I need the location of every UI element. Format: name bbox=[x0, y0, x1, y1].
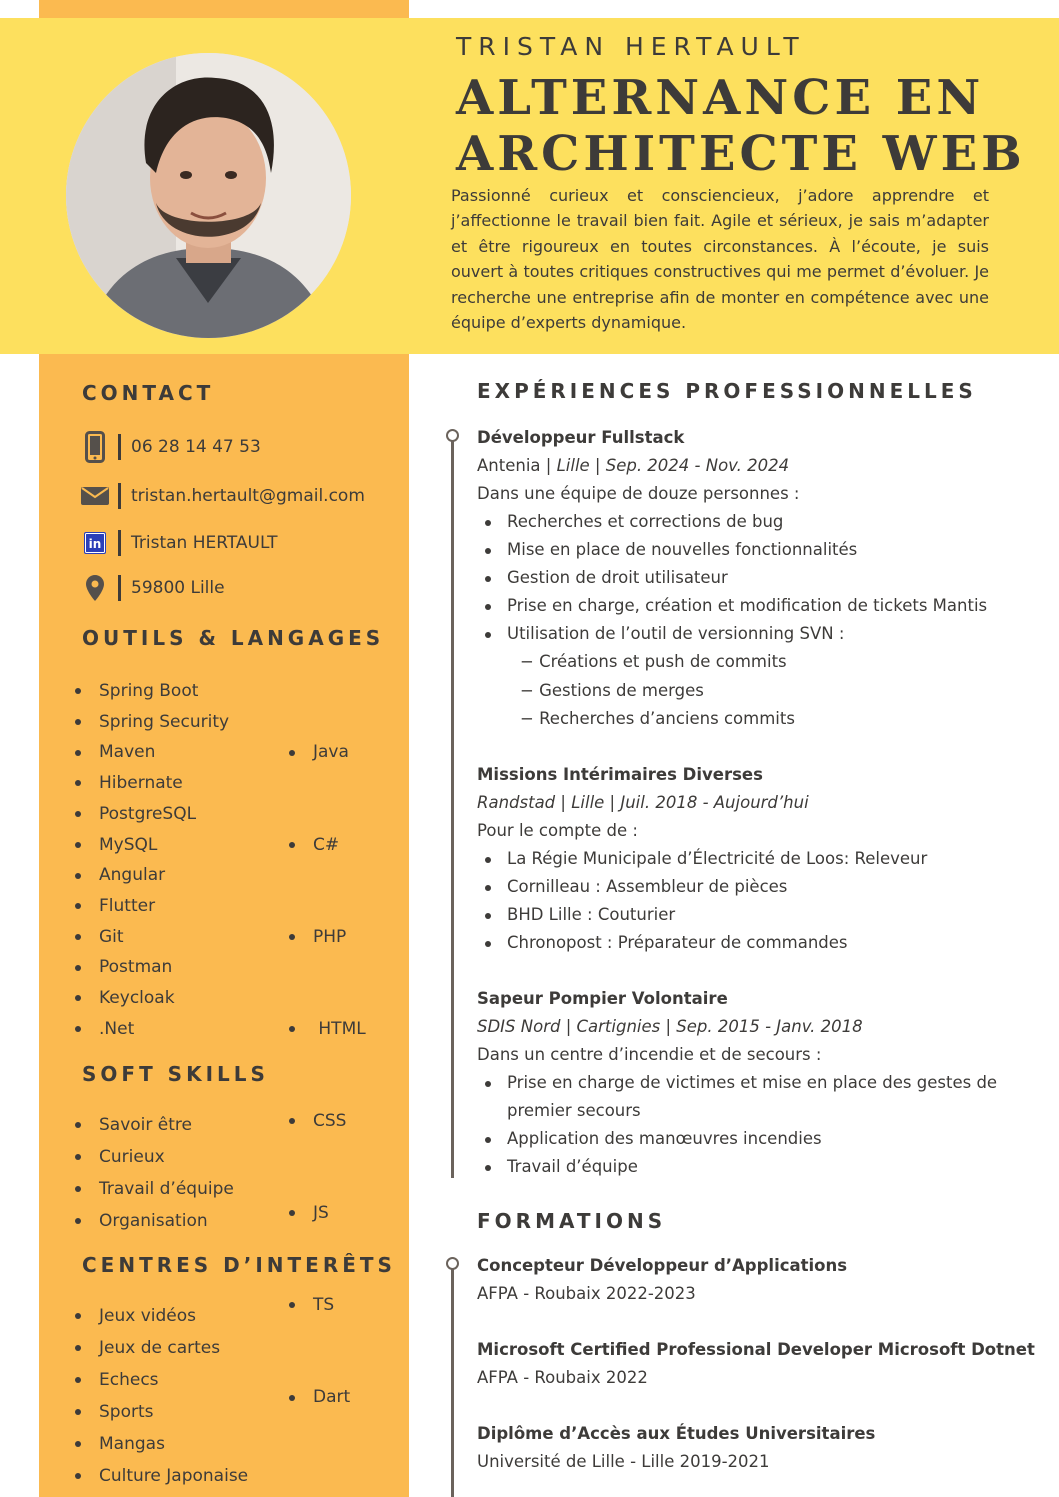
job-title-3: Sapeur Pompier Volontaire bbox=[477, 989, 728, 1008]
soft-skills-list bbox=[75, 1109, 234, 1237]
job-title-line-1: ALTERNANCE EN bbox=[456, 70, 985, 126]
experiences-heading: EXPÉRIENCES PROFESSIONNELLES bbox=[477, 379, 977, 403]
job-title bbox=[456, 70, 1036, 182]
list-item: Chronopost : Préparateur de commandes bbox=[485, 929, 1025, 957]
list-item: Jeux vidéos bbox=[75, 1300, 248, 1332]
job-title-2: Missions Intérimaires Diverses bbox=[477, 765, 763, 784]
interests-heading: CENTRES D’INTERÊTS bbox=[82, 1253, 396, 1277]
contact-location-row bbox=[80, 571, 225, 605]
separator bbox=[118, 575, 121, 601]
formation-timeline-line bbox=[451, 1264, 454, 1497]
email-address: tristan.hertault@gmail.com bbox=[131, 486, 365, 506]
location-text: 59800 Lille bbox=[131, 578, 225, 598]
job-company-1: Antenia | bbox=[477, 456, 557, 475]
job-intro-3: Dans un centre d’incendie et de secours : bbox=[477, 1045, 822, 1064]
list-item: Prise en charge de victimes et mise en place des gestes de premier secours bbox=[485, 1069, 1025, 1125]
job-subtasks-1 bbox=[520, 648, 795, 734]
list-item: Travail d’équipe bbox=[485, 1153, 1025, 1181]
list-item: Spring Security bbox=[75, 707, 229, 738]
formation-detail-1: AFPA - Roubaix 2022-2023 bbox=[477, 1284, 696, 1303]
list-item: Recherches et corrections de bug bbox=[485, 508, 1025, 536]
job-meta-1 bbox=[477, 456, 789, 475]
list-item: Sports bbox=[75, 1396, 248, 1428]
separator bbox=[118, 530, 121, 556]
job-tasks-1 bbox=[485, 508, 1025, 648]
tools-list-primary bbox=[75, 676, 229, 1044]
job-meta-3: SDIS Nord | Cartignies | Sep. 2015 - Janv. 2018 bbox=[477, 1017, 863, 1036]
formation-detail-3: Université de Lille - Lille 2019-2021 bbox=[477, 1452, 770, 1471]
list-item: Spring Boot bbox=[75, 676, 229, 707]
list-item: .Net bbox=[75, 1014, 229, 1045]
list-item: Curieux bbox=[75, 1141, 234, 1173]
list-item: La Régie Municipale d’Électricité de Loos: Releveur bbox=[485, 845, 1025, 873]
linkedin-icon bbox=[80, 532, 110, 554]
list-item: Angular bbox=[75, 860, 229, 891]
candidate-name: TRISTAN HERTAULT bbox=[456, 32, 806, 61]
mail-icon bbox=[80, 487, 110, 505]
list-item: Prise en charge, création et modification de tickets Mantis bbox=[485, 592, 1025, 620]
list-item: Utilisation de l’outil de versionning SVN : bbox=[485, 620, 1025, 648]
profile-summary: Passionné curieux et consciencieux, j’adore apprendre et j’affectionne le travail bien fait. Agile et sérieux, je sais m’adapter et être rigoureux en toutes circonstances. À l’écoute, je suis ouvert à toutes critiques constructives qui me permet d’évoluer. Je recherche une entreprise afin de monter en compétence avec une équipe d’experts dynamique. bbox=[451, 186, 989, 333]
phone-number: 06 28 14 47 53 bbox=[131, 437, 261, 457]
list-item: PHP bbox=[289, 922, 366, 953]
contact-heading: CONTACT bbox=[82, 381, 215, 405]
list-item: Organisation bbox=[75, 1205, 234, 1237]
list-item: CSS bbox=[289, 1106, 366, 1137]
job-intro-1: Dans une équipe de douze personnes : bbox=[477, 484, 800, 503]
job-meta-details-1: Lille | Sep. 2024 - Nov. 2024 bbox=[556, 456, 790, 475]
formation-detail-2: AFPA - Roubaix 2022 bbox=[477, 1368, 648, 1387]
soft-skills-heading: SOFT SKILLS bbox=[82, 1062, 269, 1086]
list-item: HTML bbox=[289, 1014, 366, 1045]
list-item: Maven bbox=[75, 737, 229, 768]
contact-email-row[interactable] bbox=[80, 479, 365, 513]
location-icon bbox=[80, 575, 110, 601]
list-item: Jeux de cartes bbox=[75, 1332, 248, 1364]
list-item: Git bbox=[75, 922, 229, 953]
job-meta-2: Randstad | Lille | Juil. 2018 - Aujourd’hui bbox=[477, 793, 809, 812]
list-item: Dart bbox=[289, 1382, 366, 1413]
list-item: Travail d’équipe bbox=[75, 1173, 234, 1205]
phone-icon bbox=[80, 431, 110, 463]
list-item: C# bbox=[289, 830, 366, 861]
experience-timeline-line bbox=[451, 436, 454, 1178]
separator bbox=[118, 483, 121, 509]
list-item: − Créations et push de commits bbox=[520, 652, 787, 671]
list-item: MySQL bbox=[75, 830, 229, 861]
contact-phone-row[interactable] bbox=[80, 430, 261, 464]
list-item: Culture Japonaise bbox=[75, 1460, 248, 1492]
svg-text:in: in bbox=[88, 537, 102, 551]
list-item: PostgreSQL bbox=[75, 799, 229, 830]
experience-timeline-dot bbox=[446, 429, 459, 442]
list-item: Gestion de droit utilisateur bbox=[485, 564, 1025, 592]
list-item: JS bbox=[289, 1198, 366, 1229]
list-item: Cornilleau : Assembleur de pièces bbox=[485, 873, 1025, 901]
list-item: − Recherches d’anciens commits bbox=[520, 709, 795, 728]
tools-heading: OUTILS & LANGAGES bbox=[82, 626, 385, 650]
tools-list-secondary bbox=[289, 676, 366, 1444]
list-item: Echecs bbox=[75, 1364, 248, 1396]
formation-title-3: Diplôme d’Accès aux Études Universitaires bbox=[477, 1424, 876, 1443]
list-item: Java bbox=[289, 737, 366, 768]
formations-heading: FORMATIONS bbox=[477, 1209, 667, 1233]
list-item: Keycloak bbox=[75, 983, 229, 1014]
job-title-1: Développeur Fullstack bbox=[477, 428, 685, 447]
list-item: Postman bbox=[75, 952, 229, 983]
list-item: Hibernate bbox=[75, 768, 229, 799]
list-item: Flutter bbox=[75, 891, 229, 922]
separator bbox=[118, 434, 121, 460]
contact-linkedin-row[interactable] bbox=[80, 526, 277, 560]
job-tasks-2 bbox=[485, 845, 1025, 957]
list-item: Savoir être bbox=[75, 1109, 234, 1141]
interests-list bbox=[75, 1300, 248, 1492]
job-title-line-2: ARCHITECTE WEB bbox=[456, 126, 1026, 182]
list-item: TS bbox=[289, 1290, 366, 1321]
list-item: BHD Lille : Couturier bbox=[485, 901, 1025, 929]
list-item: Mangas bbox=[75, 1428, 248, 1460]
linkedin-name: Tristan HERTAULT bbox=[131, 533, 278, 553]
list-item: − Gestions de merges bbox=[520, 680, 704, 700]
job-intro-2: Pour le compte de : bbox=[477, 821, 638, 840]
profile-photo bbox=[66, 53, 351, 338]
job-tasks-3 bbox=[485, 1069, 1025, 1181]
formation-timeline-dot bbox=[446, 1257, 459, 1270]
list-item: Mise en place de nouvelles fonctionnalités bbox=[485, 536, 1025, 564]
list-item: Application des manœuvres incendies bbox=[485, 1125, 1025, 1153]
formation-title-1: Concepteur Développeur d’Applications bbox=[477, 1256, 848, 1275]
formation-title-2: Microsoft Certified Professional Developer Microsoft Dotnet bbox=[477, 1340, 1035, 1359]
